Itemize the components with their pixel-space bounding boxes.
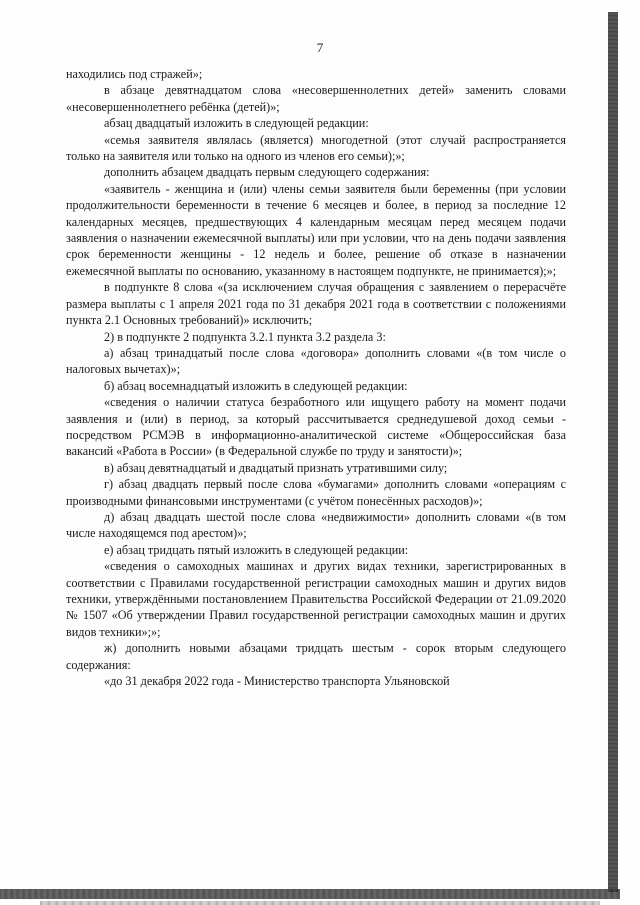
paragraph: в) абзац девятнадцатый и двадцатый признать утратившими силу; <box>104 460 448 475</box>
paragraph: д) абзац двадцать шестой после слова «недвижимости» дополнить словами «(в том числе находящемся под арестом)»; <box>66 509 566 541</box>
scan-shadow-right <box>608 12 618 892</box>
scan-shadow-bottom <box>0 889 620 899</box>
paragraph: е) абзац тридцать пятый изложить в следующей редакции: <box>104 542 409 557</box>
paragraph: дополнить абзацем двадцать первым следующего содержания: <box>104 165 430 180</box>
document-body <box>66 66 566 689</box>
paragraph: 2) в подпункте 2 подпункта 3.2.1 пункта 3.2 раздела 3: <box>104 329 386 344</box>
paragraph: «сведения о самоходных машинах и других видах техники, зарегистрированных в соответствии с Правилами государственной регистрации самоходных машин и других видов техники, утверждёнными постановлением Правительства Российской Федерации от 21.09.2020 № 1507 «Об утверждении Правил государственной регистрации самоходных машин и других видов техники»;»; <box>66 559 566 639</box>
paragraph: а) абзац тринадцатый после слова «договора» дополнить словами «(в том числе о налоговых вычетах)»; <box>66 345 566 377</box>
paragraph: б) абзац восемнадцатый изложить в следующей редакции: <box>104 378 408 393</box>
paragraph: находились под стражей»; <box>66 67 203 81</box>
paragraph: «до 31 декабря 2022 года - Министерство транспорта Ульяновской <box>104 674 450 689</box>
paragraph: «сведения о наличии статуса безработного или ищущего работу на момент подачи заявления и (или) в период, за который рассчитывается среднедушевой доход семьи - посредством РСМЭВ в информационно-аналитической системе «Общероссийская база вакансий «Работа в России» (в Федеральной службе по труду и занятости)»; <box>66 395 566 459</box>
page-number: 7 <box>316 40 324 55</box>
paragraph: г) абзац двадцать первый после слова «бумагами» дополнить словами «операциям с производными финансовыми инструментами (с учётом понесённых расходов)»; <box>66 477 566 508</box>
paragraph: «заявитель - женщина и (или) члены семьи заявителя были беременны (при условии продолжительности беременности в течение 6 месяцев и более, в период за последние 12 календарных месяцев, предшествующих 4 календарным месяцам перед месяцем подачи заявления о назначении ежемесячной выплаты) или при условии, что на день подачи заявления срок беременности женщины - 12 недель и более, решение об отказе в назначении ежемесячной выплаты по основанию, указанному в настоящем подпункте, не принимается);»; <box>66 181 566 278</box>
scan-shadow-bottom-light <box>40 901 600 905</box>
paragraph: абзац двадцатый изложить в следующей редакции: <box>104 116 369 131</box>
paragraph: в абзаце девятнадцатом слова «несовершеннолетних детей» заменить словами «несовершеннолетнего ребёнка (детей)»; <box>66 83 566 114</box>
paragraph: «семья заявителя являлась (является) многодетной (этот случай распространяется только на заявителя или только на одного из членов его семьи);»; <box>66 132 566 164</box>
paragraph: ж) дополнить новыми абзацами тридцать шестым - сорок вторым следующего содержания: <box>66 641 566 672</box>
paragraph: в подпункте 8 слова «(за исключением случая обращения с заявлением о перерасчёте размера выплаты с 1 апреля 2021 года по 31 декабря 2021 года в соответствии с положениями пункта 2.1 Основных требований)» исключить; <box>66 280 566 328</box>
